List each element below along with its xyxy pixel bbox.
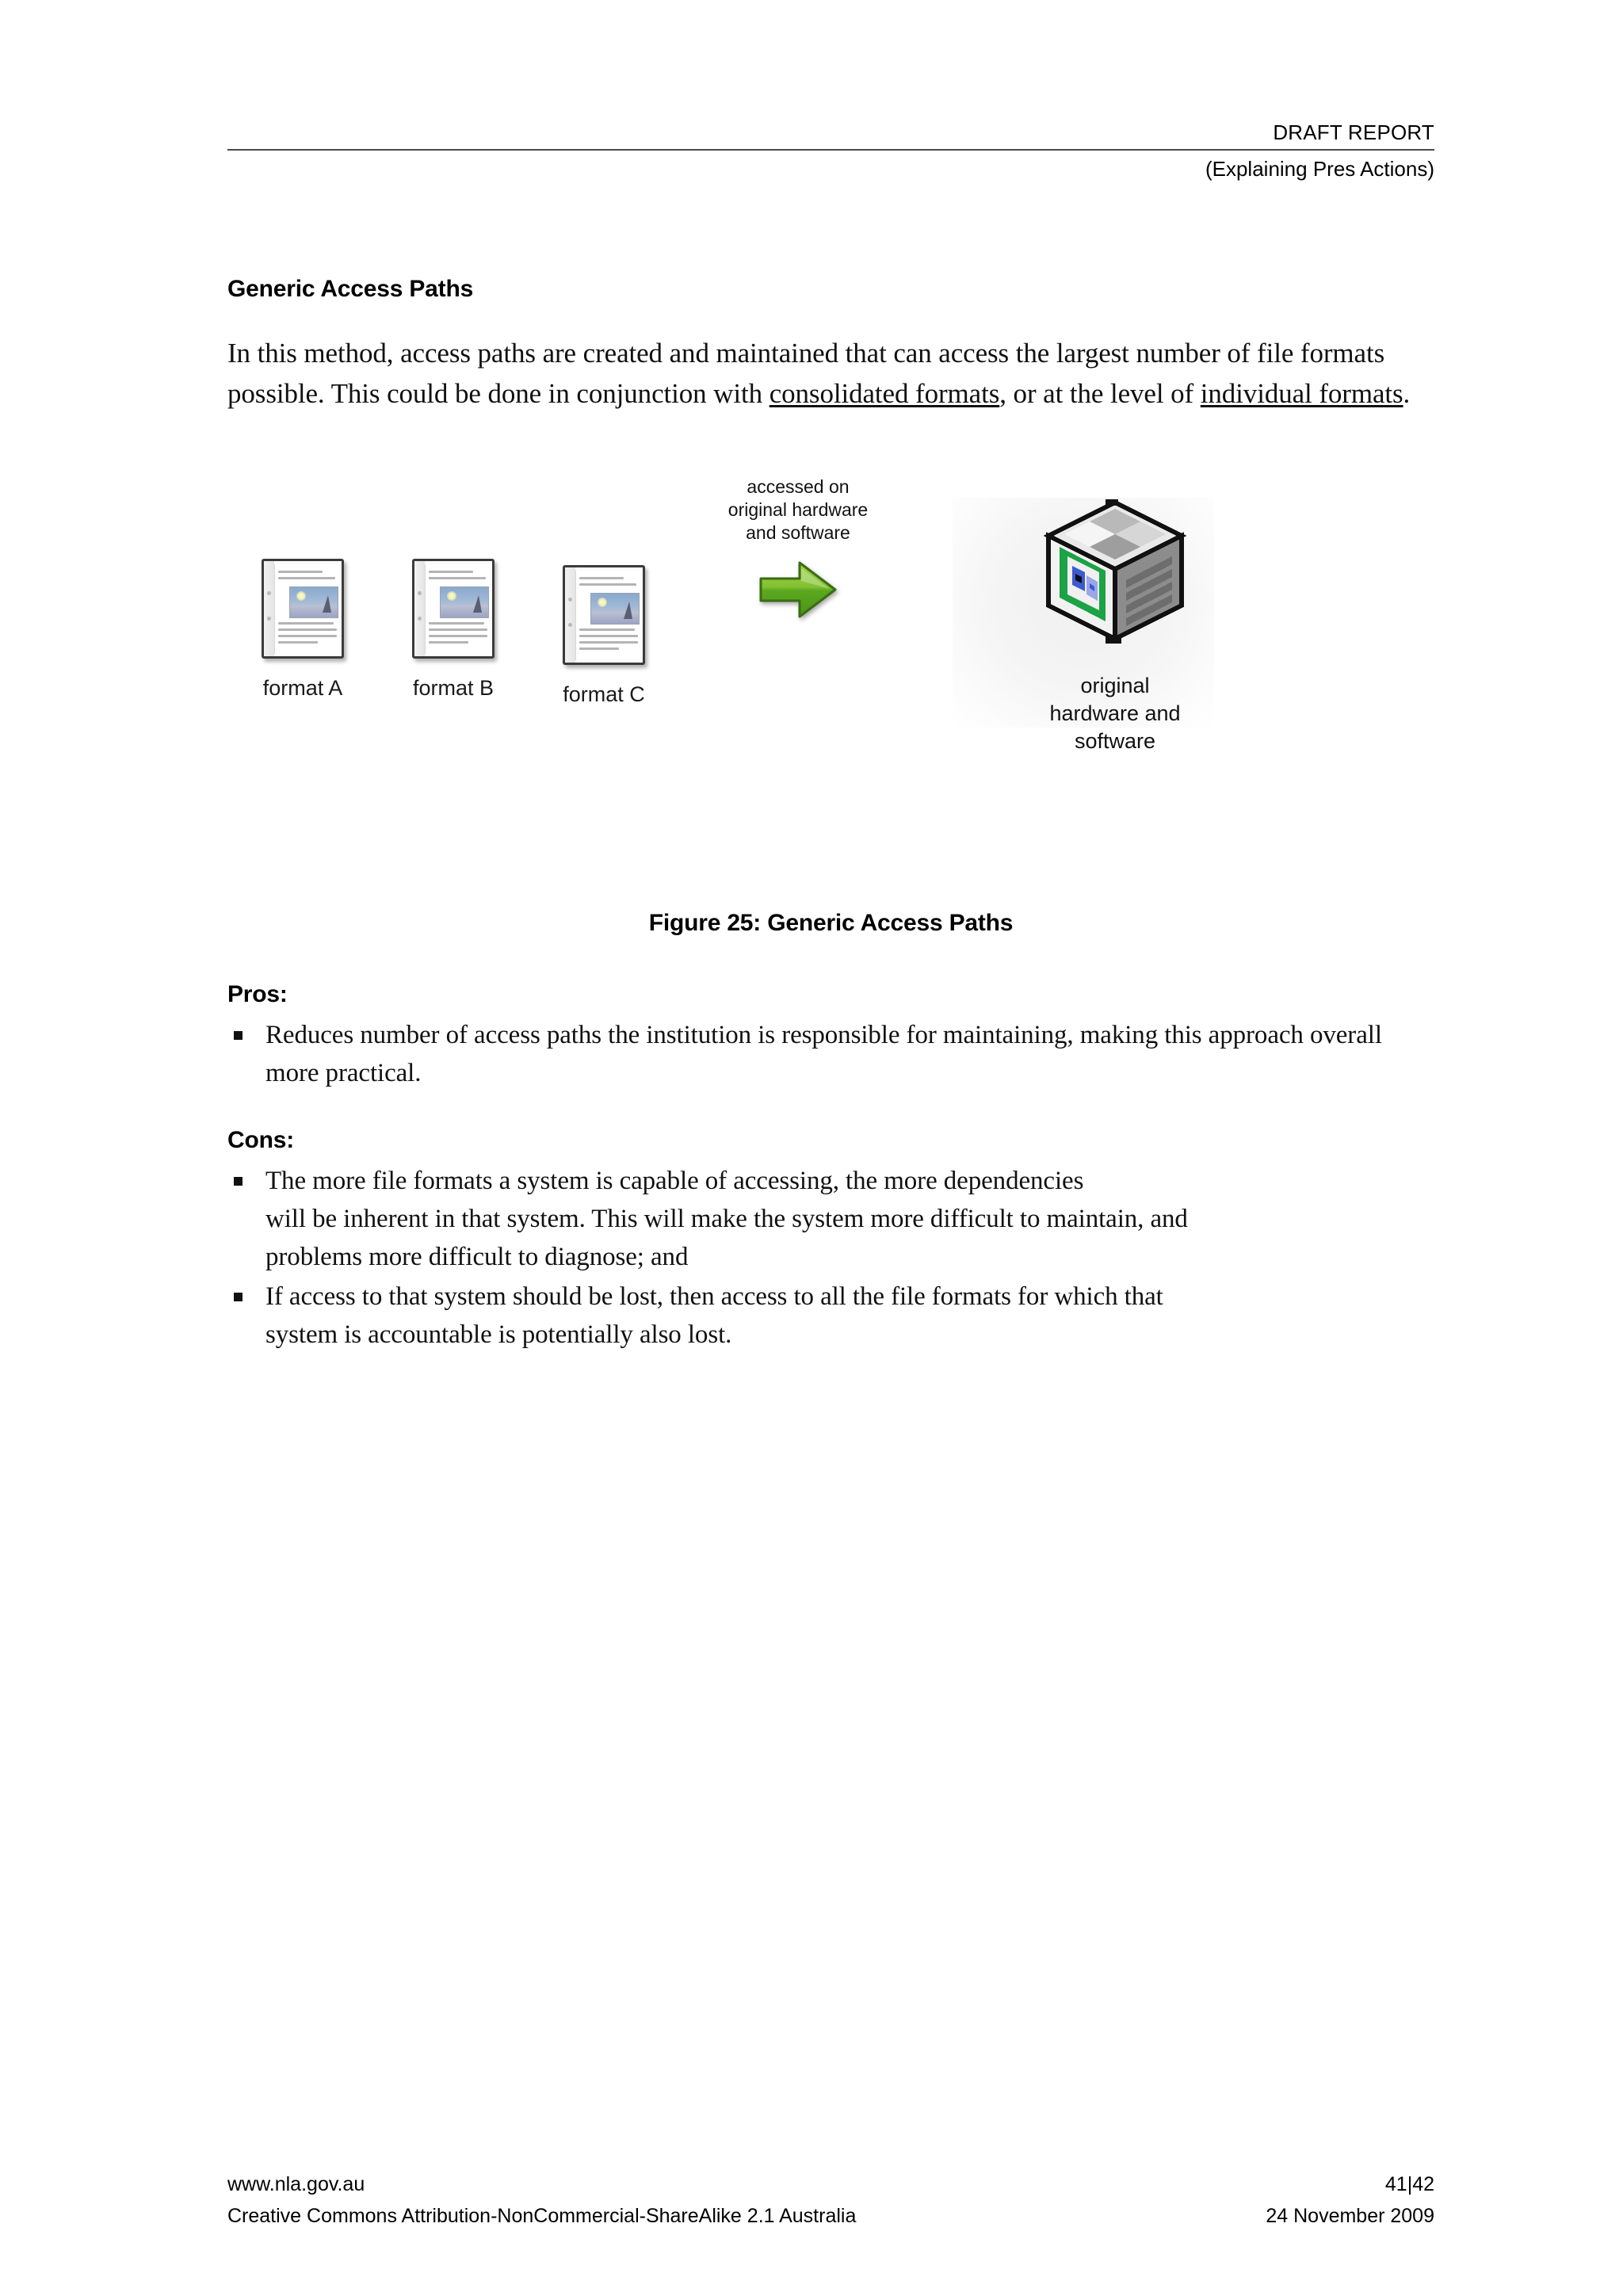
sun-icon <box>296 591 306 601</box>
pros-heading: Pros: <box>227 981 288 1007</box>
text-line <box>429 622 484 625</box>
text-line <box>579 628 635 631</box>
footer-licence: Creative Commons Attribution-NonCommercial-ShareAlike 2.1 Australia <box>227 2205 857 2227</box>
footer-date: 24 November 2009 <box>1266 2205 1434 2227</box>
arrow-caption-line-1: accessed on <box>747 476 850 497</box>
text-line <box>278 641 318 644</box>
document-hole-icon <box>267 617 271 621</box>
document-page-surface <box>425 564 490 654</box>
text-line <box>429 571 473 573</box>
main-content <box>227 276 1434 414</box>
text-line <box>579 635 638 637</box>
paragraph-part-1: In this method, access paths are created and maintained that can access the largest number of file formats possible. This could be done in conjunction with <box>227 338 1385 409</box>
text-line <box>278 628 337 631</box>
document-format-c <box>529 565 679 707</box>
sailboat-shape <box>473 595 482 613</box>
cons-heading: Cons: <box>227 1127 294 1153</box>
list-item-text-line-2: system is accountable is potentially also lost. <box>265 1320 732 1349</box>
document-hole-icon <box>568 623 572 627</box>
cons-list <box>227 1162 1434 1354</box>
document-hole-icon <box>568 598 572 602</box>
system-label-line-1: original <box>1080 674 1150 697</box>
figure-caption: Figure 25: Generic Access Paths <box>648 910 1014 936</box>
footer-row-top <box>227 2168 1434 2200</box>
access-arrow-block <box>699 476 897 621</box>
list-item-text-line-2: will be inherent in that system. This will make the system more difficult to maintain, and <box>265 1205 1188 1233</box>
system-label-line-2: hardware and <box>1049 701 1181 725</box>
text-line <box>278 635 337 637</box>
page-header <box>227 119 1434 182</box>
header-subtitle: (Explaining Pres Actions) <box>1205 157 1434 181</box>
document-hole-icon <box>418 591 422 595</box>
header-title: DRAFT REPORT <box>1273 120 1434 144</box>
list-item-text: Reduces number of access paths the institution is responsible for maintaining, making this approach overall more practical. <box>265 1021 1382 1087</box>
sailboat-shape <box>624 602 632 619</box>
text-line <box>278 571 323 573</box>
list-item <box>227 1278 1434 1354</box>
bullet-square-icon <box>234 1293 242 1301</box>
page-number: 41|42 <box>1384 2173 1434 2195</box>
document-label: format C <box>563 682 645 706</box>
document-spine <box>414 561 425 656</box>
sun-icon <box>598 598 607 607</box>
footer-website[interactable]: www.nla.gov.au <box>227 2173 365 2195</box>
text-line <box>429 641 468 644</box>
text-line <box>278 622 334 625</box>
sailboat-shape <box>323 595 331 613</box>
document-image-thumbnail <box>440 586 489 618</box>
figure-25-diagram <box>227 476 1434 896</box>
link-consolidated-formats[interactable]: consolidated formats <box>769 378 1000 409</box>
list-item-text-line-3: problems more difficult to diagnose; and <box>265 1243 689 1271</box>
document-label: format A <box>262 676 343 700</box>
header-divider <box>227 149 1434 151</box>
document-icon <box>412 559 495 659</box>
list-item <box>227 1162 1434 1276</box>
text-line <box>278 577 335 579</box>
document-label: format B <box>412 676 495 700</box>
document-hole-icon <box>418 617 422 621</box>
document-format-b <box>378 559 529 701</box>
pros-cons-section <box>227 981 1434 1389</box>
document-icon <box>262 559 344 659</box>
document-hole-icon <box>267 591 271 595</box>
document-page-surface <box>575 571 640 660</box>
link-individual-formats[interactable]: individual formats <box>1200 378 1403 409</box>
document-spine <box>264 561 274 656</box>
arrow-caption-line-3: and software <box>746 522 850 543</box>
bullet-square-icon <box>234 1031 242 1040</box>
system-label <box>988 672 1242 755</box>
original-system-block <box>988 483 1242 755</box>
system-label-line-3: software <box>1074 729 1156 753</box>
text-line <box>579 577 624 579</box>
text-line <box>579 583 636 586</box>
list-item <box>227 1016 1434 1092</box>
text-line <box>579 641 638 644</box>
text-line <box>429 628 487 631</box>
document-icon <box>563 565 645 665</box>
pros-list <box>227 1016 1434 1092</box>
document-image-thumbnail <box>289 586 338 618</box>
green-right-arrow-icon <box>758 559 838 621</box>
text-line <box>429 635 487 637</box>
footer-row-bottom <box>227 2200 1434 2232</box>
paragraph-part-3: . <box>1403 378 1411 409</box>
bullet-square-icon <box>234 1177 242 1186</box>
list-item-text-line-1: If access to that system should be lost, then access to all the file formats for which that <box>265 1282 1163 1311</box>
text-line <box>579 648 619 650</box>
sun-icon <box>447 591 456 601</box>
document-spine <box>565 567 575 663</box>
arrow-caption <box>699 476 897 544</box>
arrow-caption-line-2: original hardware <box>727 499 869 520</box>
document-format-a <box>227 559 378 701</box>
document-page-surface <box>274 564 339 654</box>
paragraph-part-2: , or at the level of <box>999 378 1201 409</box>
page-title: Generic Access Paths <box>227 276 474 302</box>
intro-paragraph <box>227 333 1434 414</box>
list-item-text-line-1: The more file formats a system is capable of accessing, the more dependencies <box>265 1167 1084 1195</box>
page-footer <box>227 2168 1434 2232</box>
pixel-cube-computer-icon <box>1036 493 1194 651</box>
text-line <box>429 577 486 579</box>
document-image-thumbnail <box>590 593 640 625</box>
